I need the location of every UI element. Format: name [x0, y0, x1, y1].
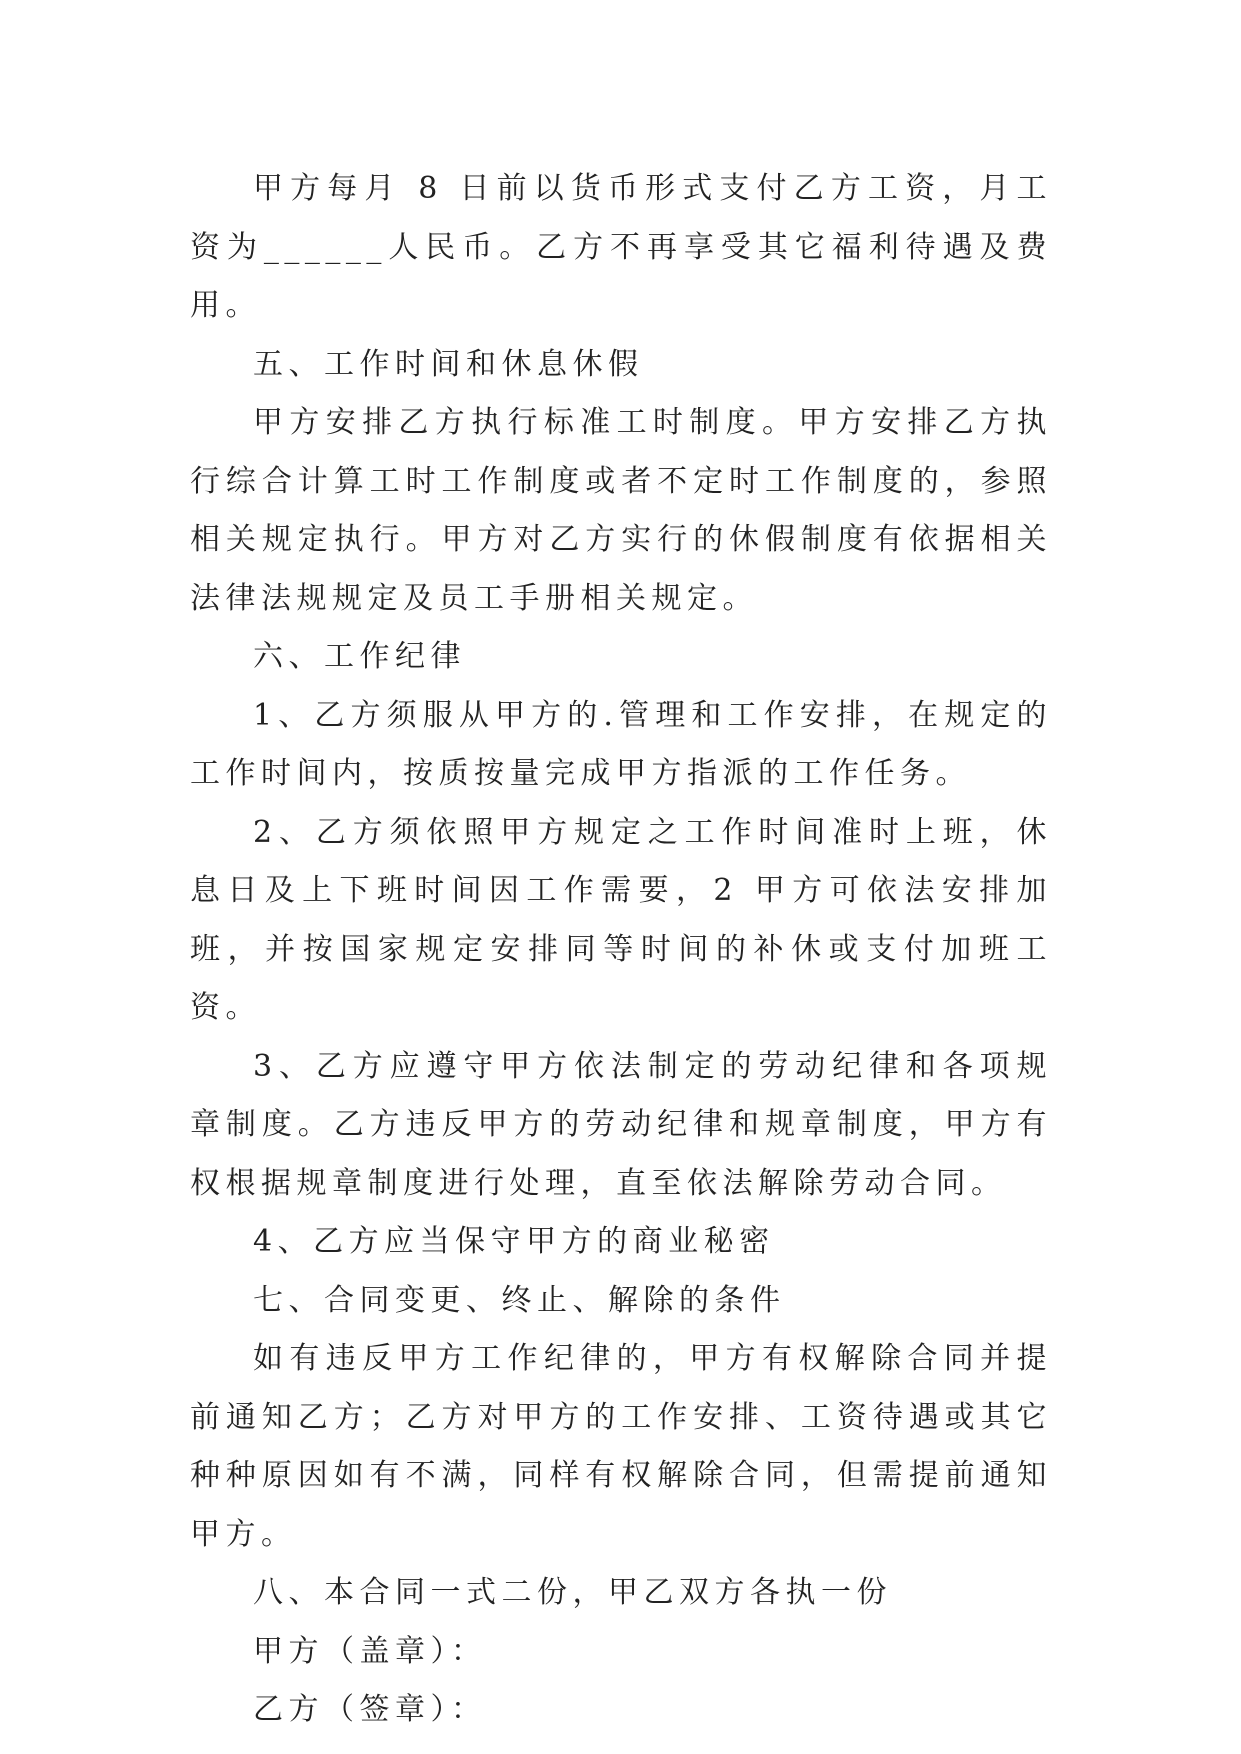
paragraph-discipline-1: 1、乙方须服从甲方的.管理和工作安排，在规定的工作时间内，按质按量完成甲方指派的工作任务。 [190, 697, 1052, 791]
paragraph-discipline-4: 4、乙方应当保守甲方的商业秘密 [253, 1224, 775, 1259]
signature-party-a: 甲方（盖章）： [253, 1633, 487, 1669]
section-heading-8: 八、本合同一式二份，甲乙双方各执一份 [253, 1575, 892, 1610]
section-heading-7: 七、合同变更、终止、解除的条件 [253, 1282, 786, 1318]
section-heading-6: 六、工作纪律 [253, 639, 466, 674]
signature-party-b: 乙方（签章）： [253, 1692, 487, 1727]
document-body [190, 160, 1052, 1740]
paragraph-salary: 甲方每月 8 日前以货币形式支付乙方工资，月工资为______人民币。乙方不再享受其它福利待遇及费用。 [190, 171, 1052, 323]
paragraph-working-hours: 甲方安排乙方执行标准工时制度。甲方安排乙方执行综合计算工时工作制度或者不定时工作制度的，参照相关规定执行。甲方对乙方实行的休假制度有依据相关法律法规规定及员工手册相关规定。 [190, 405, 1052, 616]
paragraph-discipline-2: 2、乙方须依照甲方规定之工作时间准时上班，休息日及上下班时间因工作需要，2 甲方可依法安排加班，并按国家规定安排同等时间的补休或支付加班工资。 [190, 814, 1052, 1025]
paragraph-discipline-3: 3、乙方应遵守甲方依法制定的劳动纪律和各项规章制度。乙方违反甲方的劳动纪律和规章制度，甲方有权根据规章制度进行处理，直至依法解除劳动合同。 [190, 1048, 1052, 1201]
section-heading-5: 五、工作时间和休息休假 [253, 346, 644, 382]
paragraph-termination: 如有违反甲方工作纪律的，甲方有权解除合同并提前通知乙方；乙方对甲方的工作安排、工资待遇或其它种种原因如有不满，同样有权解除合同，但需提前通知甲方。 [190, 1341, 1052, 1552]
